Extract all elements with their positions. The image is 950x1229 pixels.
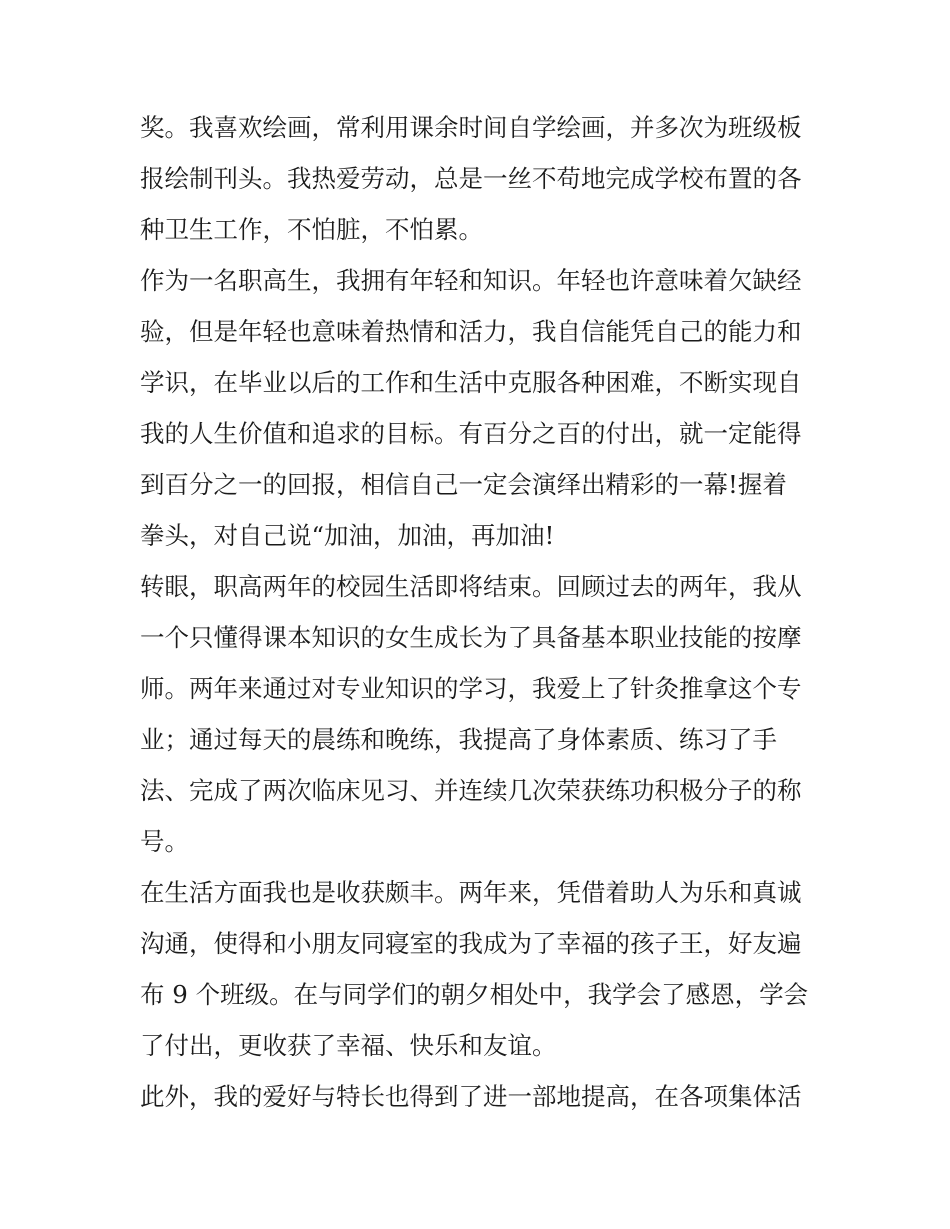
paragraph <box>140 102 815 255</box>
text-line: 我的人生价值和追求的目标。有百分之百的付出，就一定能得 <box>140 419 802 448</box>
text-line: 号。 <box>140 827 189 856</box>
text-line: 了付出，更收获了幸福、快乐和友谊。 <box>140 1031 557 1060</box>
text-line: 作为一名职高生，我拥有年轻和知识。年轻也许意味着欠缺经 <box>140 266 802 295</box>
text-line: 报绘制刊头。我热爱劳动，总是一丝不苟地完成学校布置的各 <box>140 164 802 193</box>
text-line: 法、完成了两次临床见习、并连续几次荣获练功积极分子的称 <box>140 776 802 805</box>
text-line: 师。两年来通过对专业知识的学习，我爱上了针灸推拿这个专 <box>140 674 802 703</box>
document-body <box>140 102 815 1122</box>
paragraph <box>140 561 815 867</box>
text-line: 验，但是年轻也意味着热情和活力，我自信能凭自己的能力和 <box>140 317 802 346</box>
text-line: 在生活方面我也是收获颇丰。两年来，凭借着助人为乐和真诚 <box>140 878 802 907</box>
text-line: 业；通过每天的晨练和晚练，我提高了身体素质、练习了手 <box>140 725 777 754</box>
text-line: 一个只懂得课本知识的女生成长为了具备基本职业技能的按摩 <box>140 623 802 652</box>
text-line: 学识，在毕业以后的工作和生活中克服各种困难，不断实现自 <box>140 368 802 397</box>
paragraph <box>140 255 815 561</box>
text-line: 到百分之一的回报，相信自己一定会演绎出精彩的一幕!握着 <box>140 470 787 499</box>
text-line: 拳头，对自己说“加油，加油，再加油! <box>140 521 555 550</box>
text-line: 奖。我喜欢绘画，常利用课余时间自学绘画，并多次为班级板 <box>140 113 802 142</box>
text-line: 此外，我的爱好与特长也得到了进一部地提高，在各项集体活 <box>140 1082 802 1111</box>
text-line: 种卫生工作，不怕脏，不怕累。 <box>140 215 483 244</box>
paragraph <box>140 1071 815 1122</box>
text-line: 布 9 个班级。在与同学们的朝夕相处中，我学会了感恩，学会 <box>140 980 809 1009</box>
paragraph <box>140 867 815 1071</box>
text-line: 转眼，职高两年的校园生活即将结束。回顾过去的两年，我从 <box>140 572 802 601</box>
text-line: 沟通，使得和小朋友同寝室的我成为了幸福的孩子王，好友遍 <box>140 929 802 958</box>
